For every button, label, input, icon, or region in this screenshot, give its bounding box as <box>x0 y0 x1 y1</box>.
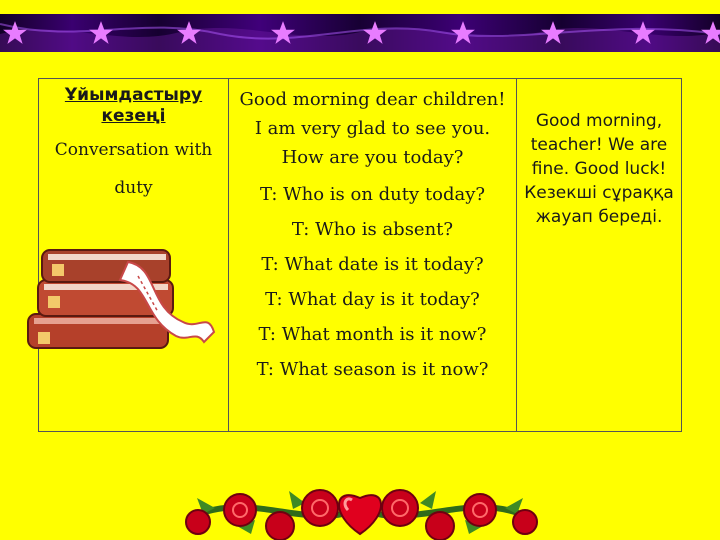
star-icon <box>700 20 720 46</box>
star-icon <box>176 20 202 46</box>
star-icon <box>450 20 476 46</box>
teacher-cell <box>229 79 517 431</box>
star-icon <box>362 20 388 46</box>
stage-subtitle: Conversation with duty <box>54 140 213 198</box>
teacher-greeting: Good morning dear children! I am very glad to see you. How are you today? <box>239 89 506 168</box>
question-item: T: What date is it today? <box>261 254 484 275</box>
question-list <box>229 177 516 387</box>
star-icon <box>88 20 114 46</box>
rose-garland-icon <box>0 448 720 540</box>
books-icon <box>8 192 223 362</box>
stage-title: Ұйымдастыру кезеңі <box>64 85 203 126</box>
star-banner <box>0 14 720 52</box>
question-item: T: Who is absent? <box>291 219 454 240</box>
question-item: T: What day is it today? <box>265 289 480 310</box>
question-item: T: What season is it now? <box>256 359 489 380</box>
star-icon <box>540 20 566 46</box>
students-answer: Good morning, teacher! We are fine. Good luck! Кезекші сұраққа жауап береді. <box>524 111 674 227</box>
question-item: T: Who is on duty today? <box>259 184 486 205</box>
question-item: T: What month is it now? <box>258 324 487 345</box>
star-icon <box>2 20 28 46</box>
students-cell <box>517 79 681 431</box>
star-icon <box>270 20 296 46</box>
star-icon <box>630 20 656 46</box>
